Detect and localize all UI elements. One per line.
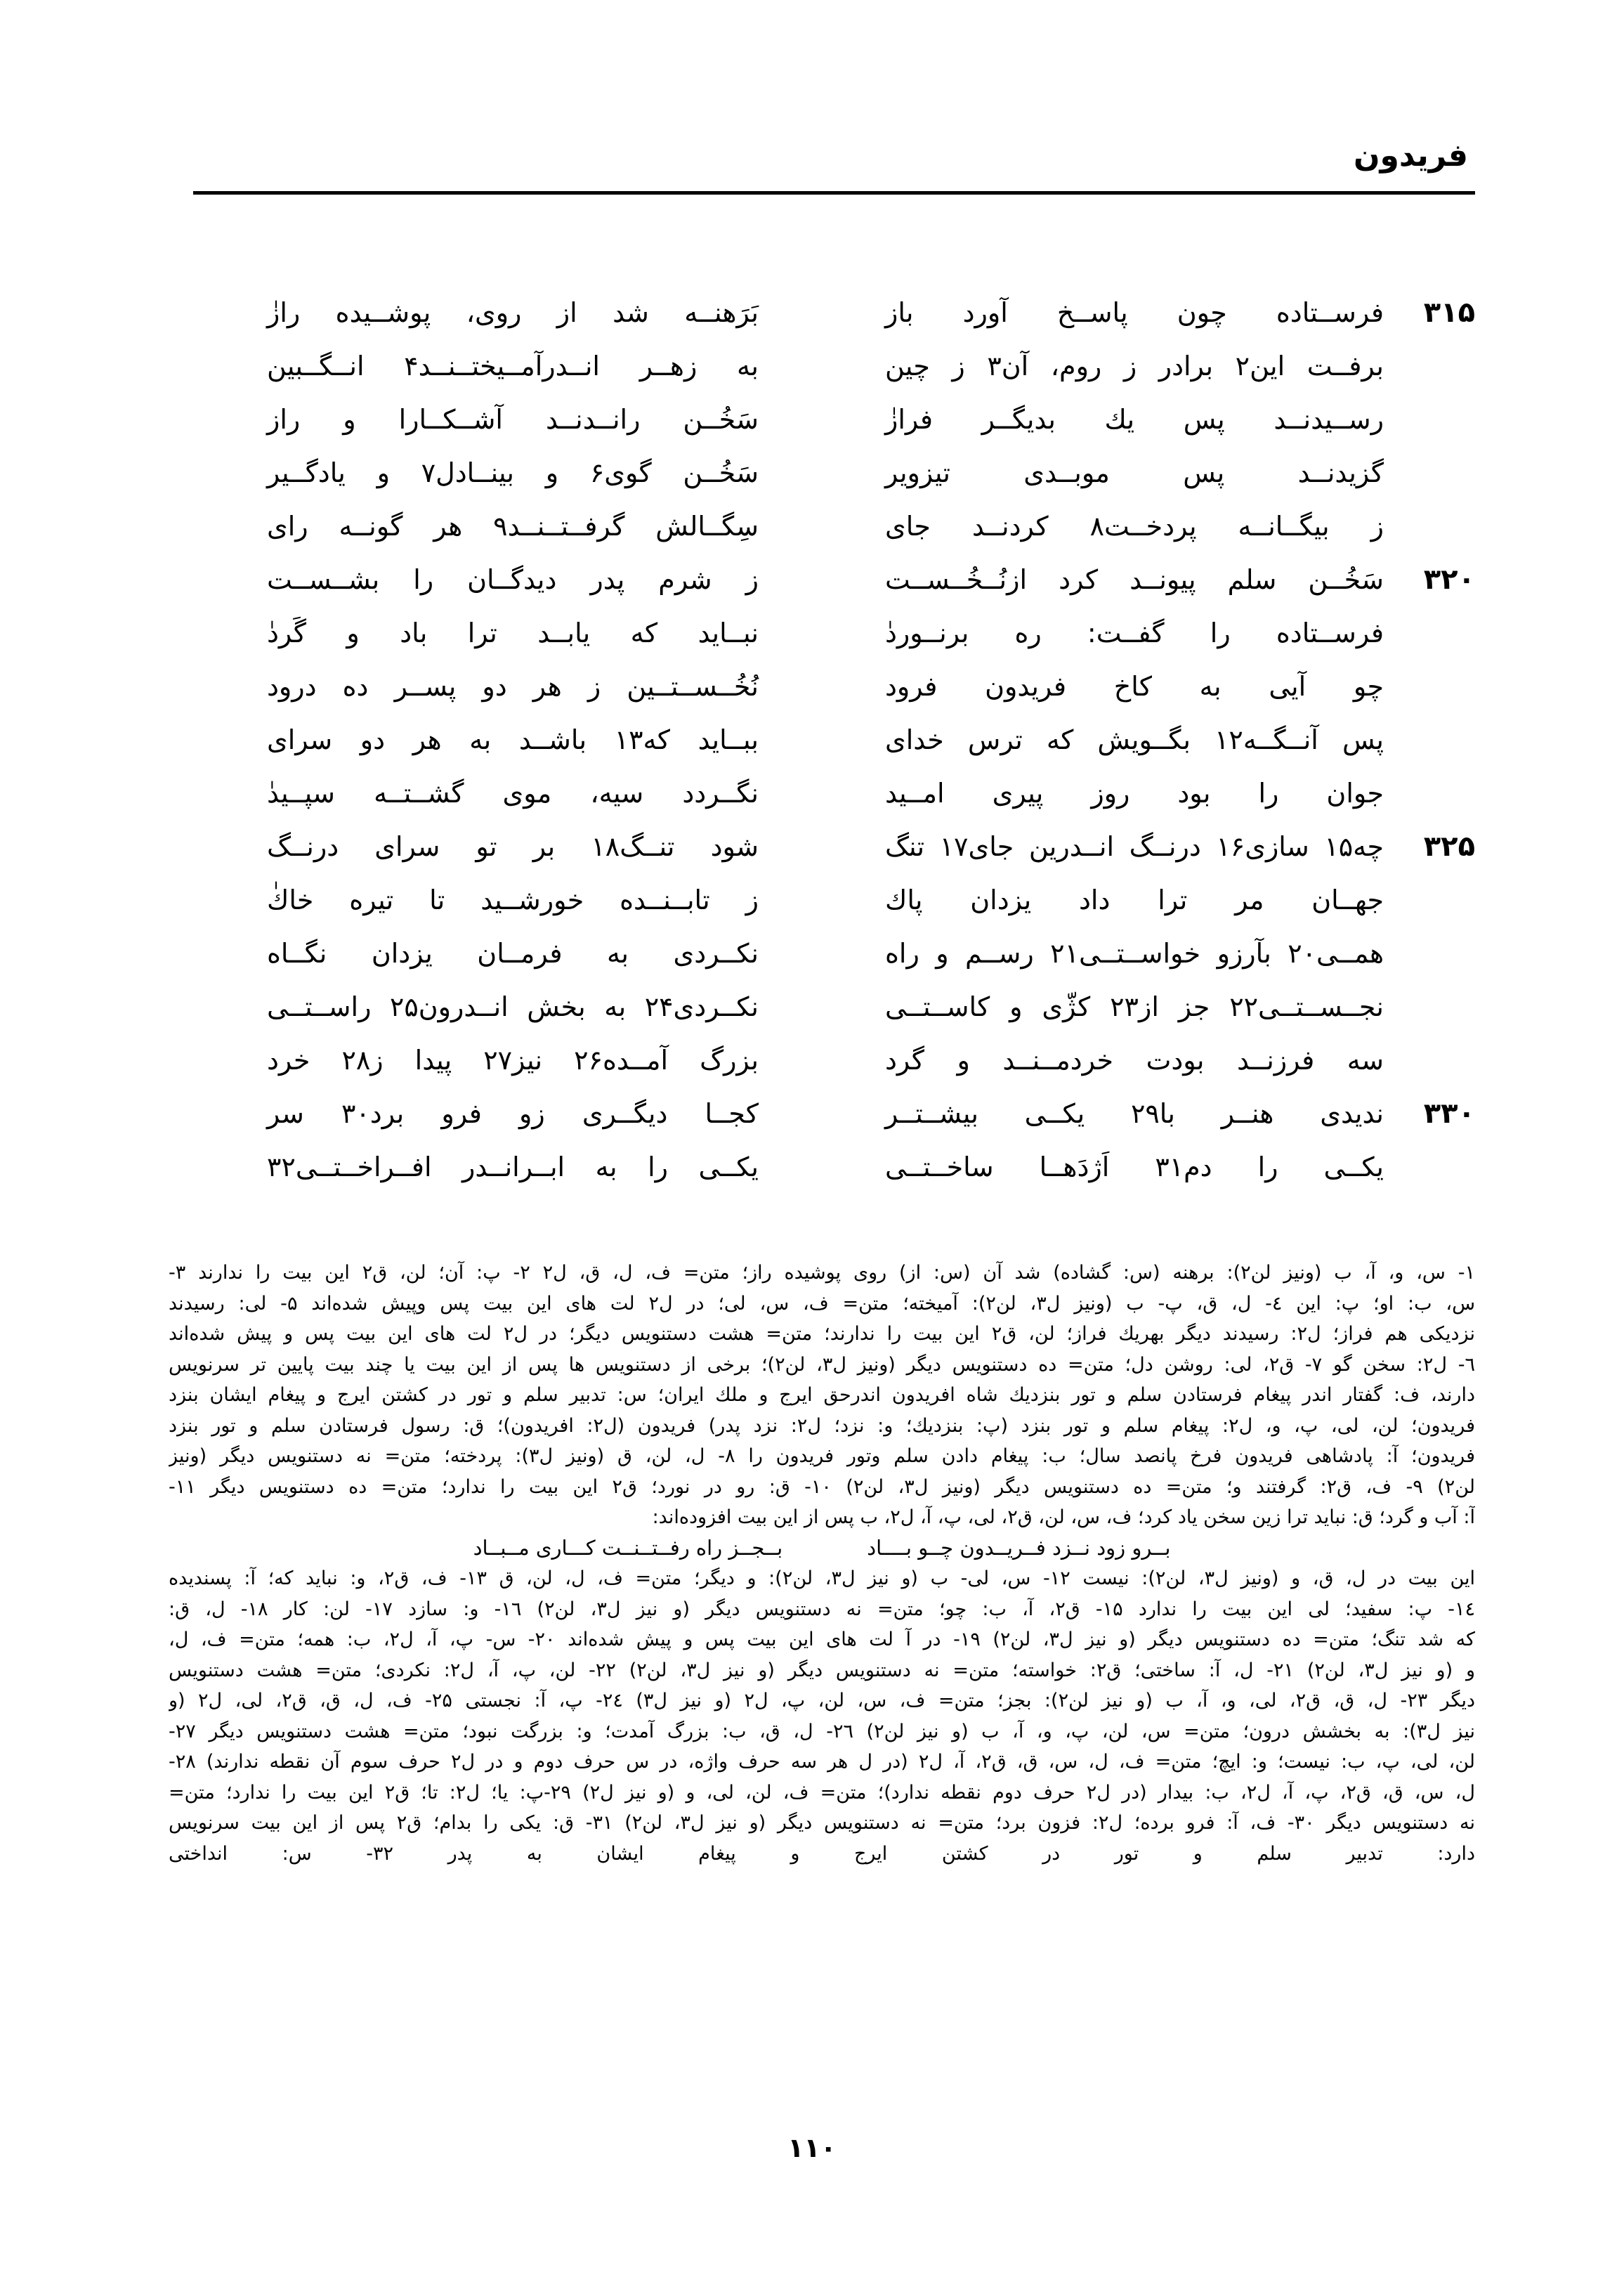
footnote-line: فریدون؛ آ: پادشاهی فریدون فرخ پانصد سال؛ ب: پیغام دادن سلم وتور فریدون را ۸- ل، لن، ق (ونیز ل۳): پردخته؛ متن= نه دستنویس دیگر (ونیز xyxy=(169,1445,1475,1467)
hemistich-first: نجــســتــی۲۲ جز از۲۳ کژّی و کاســتــی xyxy=(885,991,1384,1022)
header-rule-divider xyxy=(193,191,1475,195)
footnote-line: دارند، ف: گفتار اندر پیغام فرستادن سلم و تور بنزدیك شاه افریدون اندرحق ایرج و ملك ایران؛ س: تدبیر سلم و تور در کشتن ایرج و پیغام ایشان بنزد xyxy=(169,1384,1475,1406)
verse-number: ۳۲۰ xyxy=(1423,563,1475,596)
hemistich-second: بزرگ آمــده۲۶ نیز۲۷ پیدا ز۲۸ خرد xyxy=(267,1045,759,1076)
couplet xyxy=(267,982,1475,1031)
hemistich-second: سَخُــن رانــدنــد آشــکــارا و راز xyxy=(267,404,759,435)
footnote-line: لن۲) ۹- ف، ق۲: گرفتند و؛ متن= ده دستنویس دیگر (ونیز ل۳، لن۲) ۱۰- ق: رو در نورد؛ ق۲ این بیت را ندارد؛ متن= ده دستنویس دیگر ۱۱- xyxy=(169,1475,1475,1498)
footnotes xyxy=(169,1258,1475,1900)
inserted-hemistich-second: بــجــز راه رفــتــنــت کـــاری مــبــاد xyxy=(473,1535,783,1560)
hemistich-first: ز بیگــانــه پردخــت۸ کردنــد جای xyxy=(885,511,1384,542)
couplet xyxy=(267,288,1475,337)
couplet xyxy=(267,769,1475,818)
hemistich-first: چو آیی به کاخ فریدون فرود xyxy=(885,671,1384,702)
couplet xyxy=(267,502,1475,551)
footnote-line: ٦- ل۲: سخن گو ۷- ق۲، لی: روشن دل؛ متن= ده دستنویس دیگر (ونیز ل۳، لن۲)؛ برخی از دستنویس ها پس از این بیت یا چند بیت پایین تر سرنویس xyxy=(169,1353,1475,1376)
hemistich-second: ز شرم پدر دیدگــان را بشــســت xyxy=(267,564,759,595)
footnote-line: دارد: تدبیر سلم و تور در کشتن ایرج و پیغام ایشان به پدر ۳۲- س: انداختی xyxy=(169,1842,1475,1865)
hemistich-first: جهــان مر ترا داد یزدان پاك xyxy=(885,885,1384,915)
hemistich-first: برفــت این۲ برادر ز روم، آن۳ ز چین xyxy=(885,351,1384,382)
inserted-hemistich-first: بــرو زود نــزد فــریــدون چــو بــــاد xyxy=(867,1535,1171,1560)
hemistich-first: جوان را بود روز پیری امــید xyxy=(885,778,1384,809)
couplet xyxy=(267,608,1475,658)
footnote-line: لن، لی، پ، ب: نیست؛ و: ایچ؛ متن= ف، ل، س، ق، ق۲، آ، ل۲ (در ل هر سه حرف واژه، در س حرف دوم و در ل۲ حرف سوم آن نقطه ندارند) ۲۸- xyxy=(169,1751,1475,1773)
verse-number: ۳۱۵ xyxy=(1423,296,1475,329)
couplet xyxy=(267,341,1475,391)
footnote-line: نه دستنویس دیگر ۳۰- ف، آ: فرو برده؛ ل۲: فزون برد؛ متن= نه دستنویس دیگر (و نیز ل۳، لن۲) ۳۱- ق: یکی را بدام؛ ق۲ پس از این بیت سرنویس xyxy=(169,1812,1475,1834)
verse-number: ۳۳۰ xyxy=(1423,1097,1475,1130)
hemistich-second: کجــا دیگــری زو فرو برد۳۰ سر xyxy=(267,1098,759,1129)
footnote-line: که شد تنگ؛ متن= ده دستنویس دیگر (و نیز ل۳، لن۲) ۱۹- در آ لت های این بیت پس و پیش شده‌اند ۲۰- س- پ، آ، ل۲، ب: همه؛ متن= ف، ل، xyxy=(169,1629,1475,1650)
footnote-line: فریدون؛ لن، لی، پ، و، ل۲: پیغام سلم و تور بنزد (پ: بنزدیك؛ و: نزد؛ ل۲: نزد پدر) فریدون (ل۲: افریدون)؛ ق: رسول فرستادن سلم و تور بنزد xyxy=(169,1414,1475,1437)
hemistich-first: رســیدنــد پس یك بدیگــر فرازٰ xyxy=(885,404,1384,435)
hemistich-second: نکــردی به فرمــان یزدان نگــاه xyxy=(267,938,759,969)
couplet xyxy=(267,929,1475,978)
hemistich-second: نُخُــســتــین ز هر دو پســر ده درود xyxy=(267,671,759,702)
footnote-inserted-verse xyxy=(169,1533,1475,1564)
hemistich-first: گزیدنــد پس موبــدی تیزویر xyxy=(885,457,1384,488)
hemistich-second: نبــاید که یابــد ترا باد و گَردٰ xyxy=(267,618,759,648)
couplet xyxy=(267,448,1475,497)
footnote-line: و (و نیز ل۳، لن۲) ۲۱- ل، آ: ساختی؛ ق۲: خواسته؛ متن= نه دستنویس دیگر (و نیز ل۳، لن۲) ۲۲- لن، پ، آ، ل۲: نکردی؛ متن= هشت دستنویس xyxy=(169,1659,1475,1681)
footnote-line: این بیت در ل، ق، و (ونیز ل۳، لن۲): نیست ۱۲- س، لی- ب (و نیز ل۳، لن۲): و دیگر؛ متن= ف، ل، لن، ق ۱۳- ف، ق۲، و: نباید که؛ آ: پسندیده xyxy=(169,1567,1475,1589)
hemistich-second: سِگــالش گرفــتــنــد۹ هر گونــه رای xyxy=(267,511,759,542)
verse-block xyxy=(267,288,1475,1201)
hemistich-second: نگــردد سیه، موی گشــتــه سپــیدٰ xyxy=(267,778,759,809)
hemistich-first: ندیدی هنــر با۲۹ یکــی بیشــتــر xyxy=(885,1098,1384,1129)
hemistich-second: به زهــر انــدرآمــیختــنــد۴ انــگــبین xyxy=(267,351,759,382)
couplet xyxy=(267,662,1475,711)
hemistich-second: سَخُــن گوی۶ و بینــادل۷ و یادگــیر xyxy=(267,457,759,488)
couplet xyxy=(267,395,1475,444)
hemistich-second: نکــردی۲۴ به بخش انــدرون۲۵ راســتــی xyxy=(267,991,759,1022)
hemistich-first: فرســتاده چون پاســخ آورد باز xyxy=(885,297,1384,328)
couplet xyxy=(267,715,1475,764)
hemistich-second: ببــاید که۱۳ باشــد به هر دو سرای xyxy=(267,724,759,755)
footnote-line: آ: آب و گرد؛ ق: نباید ترا زین سخن یاد کرد؛ ف، س، لن، ق۲، لی، پ، آ، ل۲، ب پس از این بیت افزوده‌اند: xyxy=(652,1506,1475,1528)
footnote-line: نزدیکی هم فراز؛ ل۲: رسیدند دیگر بهریك فراز؛ لن، ق۲ این بیت را ندارند؛ متن= هشت دستنویس دیگر؛ در ل۲ لت های این بیت پس و پیش شده‌اند xyxy=(169,1323,1475,1345)
couplet xyxy=(267,875,1475,925)
footnote-line: ۱- س، و، آ، ب (ونیز لن۲): برهنه (س: گشاده) شد آن (س: از) روی پوشیده راز؛ متن= ف، ل، ق، ل۲ ۲- پ: آن؛ لن، ق۲ این بیت را ندارند ۳- xyxy=(169,1262,1475,1284)
couplet xyxy=(267,1036,1475,1085)
hemistich-second: ز تابــنــده خورشــید تا تیره خاكٰ xyxy=(267,885,759,915)
footnote-line: ل، س، ق، ق۲، پ، آ، ل۲، ب: بیدار (در ل۲ حرف دوم نقطه ندارد)؛ متن= ف، لن، لی، و (و نیز ل۲) ۲۹-پ: یا؛ ل۲: تا؛ ق۲ این بیت را ندارد؛ متن= xyxy=(169,1781,1475,1804)
footnote-line: نیز ل۳): به بخشش درون؛ متن= س، لن، پ، و، آ، ب (و نیز لن۲) ۲٦- ل، ق، ب: بزرگ آمدت؛ و: بزرگت نبود؛ متن= هشت دستنویس دیگر ۲۷- xyxy=(169,1720,1475,1742)
hemistich-second: بَرَهنــه شد از روی، پوشــیده رازٰ xyxy=(267,297,759,328)
hemistich-first: سه فرزنــد بودت خردمــنــد و گرد xyxy=(885,1045,1384,1076)
footnote-line xyxy=(169,1869,1475,1900)
running-head-title: فریدون xyxy=(1353,138,1468,174)
hemistich-first: یکــی را دم۳۱ اَژدَهــا ساخــتــی xyxy=(885,1152,1384,1182)
hemistich-second: شود تنــگ۱۸ بر تو سرای درنــگ xyxy=(267,831,759,862)
hemistich-first: سَخُــن سلم پیونــد کرد ازنُــخُــســت xyxy=(885,564,1384,595)
footnote-line: س، ب: او؛ پ: این ٤- ل، ق، پ- ب (ونیز ل۳، لن۲): آمیخته؛ متن= ف، س، لی؛ در ل۲ لت های این بیت پس وپیش شده‌اند ۵- لی: رسیدند xyxy=(169,1292,1475,1315)
hemistich-first: همــی۲۰ بآرزو خواســتــی۲۱ رســم و راه xyxy=(885,938,1384,969)
footnote-line: دیگر ۲۳- ل، ق، ق۲، لی، و، آ، ب (و نیز لن۲): بجز؛ متن= ف، س، لن، پ، ل۲ (و نیز ل۳) ۲٤- پ، آ: نجستی ۲۵- ف، ل، ق، ق۲، لی، ل۲ (و xyxy=(169,1690,1475,1712)
hemistich-first: پس آنــگــه۱۲ بگــویش که ترس خدای xyxy=(885,724,1384,755)
hemistich-first: فرســتاده را گفــت: ره برنــوردٰ xyxy=(885,618,1384,648)
couplet xyxy=(267,1142,1475,1192)
couplet xyxy=(267,1089,1475,1138)
hemistich-second: یکــی را به ابــرانــدر افــراخــتــی۳۲ xyxy=(267,1152,759,1182)
verse-number: ۳۲۵ xyxy=(1423,830,1475,863)
footnote-line: ۱٤- پ: سفید؛ لی این بیت را ندارد ۱۵- ق۲، آ، ب: چو؛ متن= نه دستنویس دیگر (و نیز ل۳، لن۲) ۱٦- و: سازد ۱۷- لن: کار ۱۸- ل، ق: xyxy=(169,1598,1475,1620)
couplet xyxy=(267,555,1475,604)
hemistich-first: چه۱۵ سازی۱۶ درنــگ انــدرین جای۱۷ تنگ xyxy=(885,831,1384,862)
page-number: ۱۱۰ xyxy=(787,2132,837,2163)
couplet xyxy=(267,822,1475,871)
